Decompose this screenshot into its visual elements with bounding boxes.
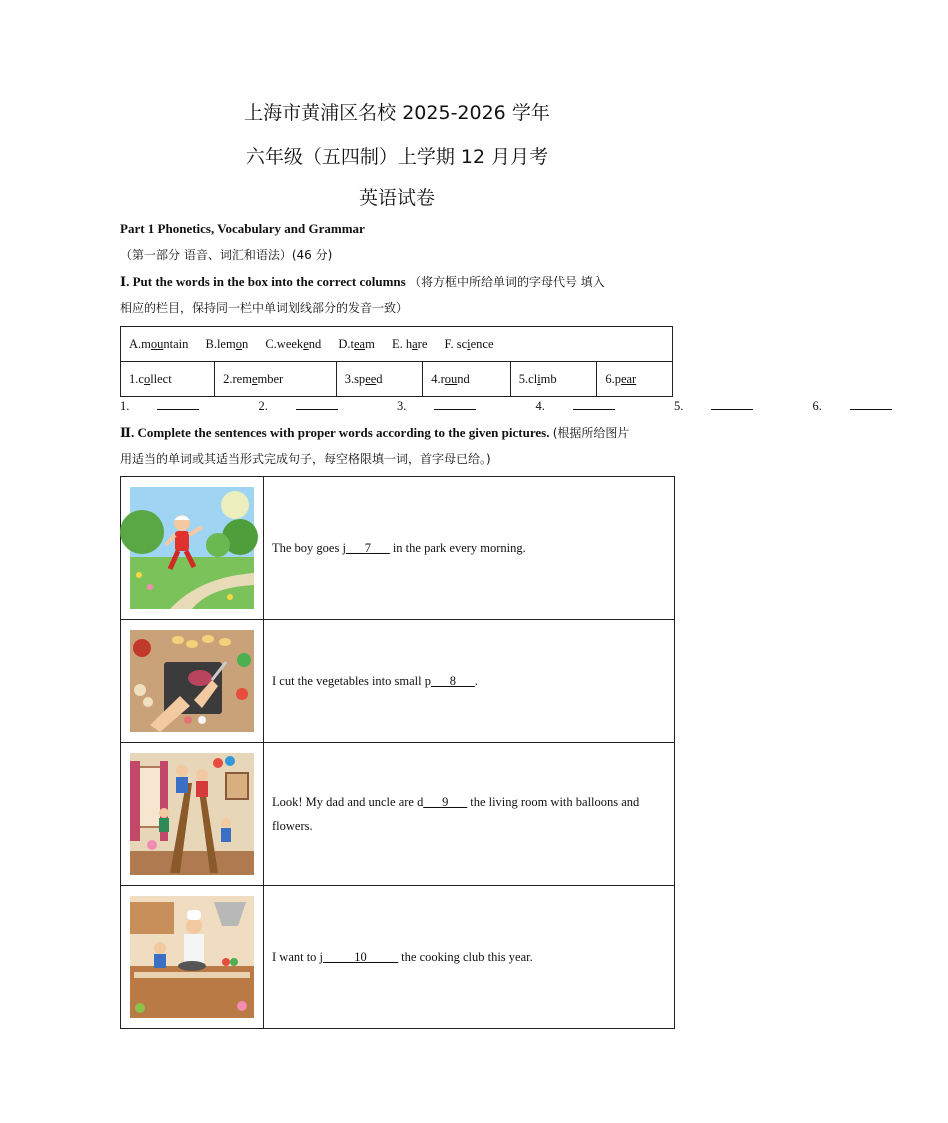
- column-header-row: [121, 362, 673, 397]
- sentence-cell: [264, 477, 675, 620]
- box-word: A.mountain: [129, 336, 189, 351]
- picture-cell: [121, 743, 264, 886]
- sentence-7: The boy goes j___7___ in the park every morning.: [272, 541, 526, 555]
- answer-blank-3[interactable]: 3.: [397, 398, 504, 414]
- picture-cell: [121, 477, 264, 620]
- answer-blank-1[interactable]: 1.: [120, 398, 227, 414]
- exam-term-title: 六年级（五四制）上学期 12 月月考: [245, 146, 549, 168]
- column-word: 6.pear: [597, 362, 673, 397]
- boy-jogging-park-image: [130, 487, 254, 609]
- column-word: 2.remember: [215, 362, 337, 397]
- answer-blanks: [120, 398, 948, 414]
- decorating-living-room-image: [130, 753, 254, 875]
- exam-school-title: 上海市黄浦区名校 2025-2026 学年: [244, 102, 550, 124]
- picture-cell: [121, 886, 264, 1029]
- column-word: 4.round: [423, 362, 511, 397]
- section1-instruction-b: 相应的栏目，保持同一栏中单词划线部分的发音一致）: [120, 301, 409, 315]
- picture-row: [121, 477, 675, 620]
- section1-instruction-a: （将方框中所给单词的字母代号 填入: [408, 275, 605, 289]
- box-word: E. hare: [391, 336, 428, 351]
- box-word: D.team: [338, 336, 375, 351]
- fill-blank-9[interactable]: ___9___: [423, 795, 468, 809]
- fill-blank-10[interactable]: _____10_____: [323, 950, 399, 964]
- cutting-vegetables-image: [130, 630, 254, 732]
- picture-sentence-table: [120, 476, 675, 1029]
- picture-row: [121, 743, 675, 886]
- answer-blank-6[interactable]: 6.: [813, 398, 920, 414]
- part1-title: Part 1 Phonetics, Vocabulary and Grammar: [120, 221, 365, 236]
- word-box-table: [120, 326, 673, 397]
- box-word: B.lemon: [205, 336, 249, 351]
- sentence-9: Look! My dad and uncle are d___9___ the living room with balloons and flowers.: [272, 795, 640, 833]
- section1-heading-line: [120, 273, 605, 290]
- column-word: 5.climb: [510, 362, 597, 397]
- column-word: 3.speed: [336, 362, 423, 397]
- picture-cell: [121, 620, 264, 743]
- sentence-cell: [264, 743, 675, 886]
- section1-heading: Ⅰ. Put the words in the box into the correct columns: [120, 274, 406, 289]
- exam-subject-title: 英语试卷: [358, 187, 435, 209]
- section2-heading-line: [120, 424, 629, 441]
- part1-subtitle: （第一部分 语音、词汇和语法）(46 分): [120, 248, 333, 262]
- box-word: F. science: [444, 336, 494, 351]
- section2-heading: Ⅱ. Complete the sentences with proper words according to the given pictures.: [120, 425, 550, 440]
- fill-blank-7[interactable]: ___7___: [345, 541, 390, 555]
- sentence-8: I cut the vegetables into small p___8___.: [272, 674, 478, 688]
- picture-row: [121, 886, 675, 1029]
- column-word: 1.collect: [121, 362, 215, 397]
- sentence-cell: [264, 886, 675, 1029]
- answer-blank-2[interactable]: 2.: [259, 398, 366, 414]
- word-box-cell: [121, 327, 673, 362]
- box-word: C.weekend: [265, 336, 322, 351]
- sentence-10: I want to j_____10_____ the cooking club this year.: [272, 950, 533, 964]
- cooking-club-kitchen-image: [130, 896, 254, 1018]
- sentence-cell: [264, 620, 675, 743]
- answer-blank-4[interactable]: 4.: [536, 398, 643, 414]
- fill-blank-8[interactable]: ___8___: [430, 674, 475, 688]
- picture-row: [121, 620, 675, 743]
- answer-blank-5[interactable]: 5.: [674, 398, 781, 414]
- section2-instruction-b: 用适当的单词或其适当形式完成句子，每空格限填一词，首字母已给。): [120, 452, 491, 466]
- section2-instruction-a: (根据所给图片: [552, 426, 630, 440]
- word-box-row: [121, 327, 673, 362]
